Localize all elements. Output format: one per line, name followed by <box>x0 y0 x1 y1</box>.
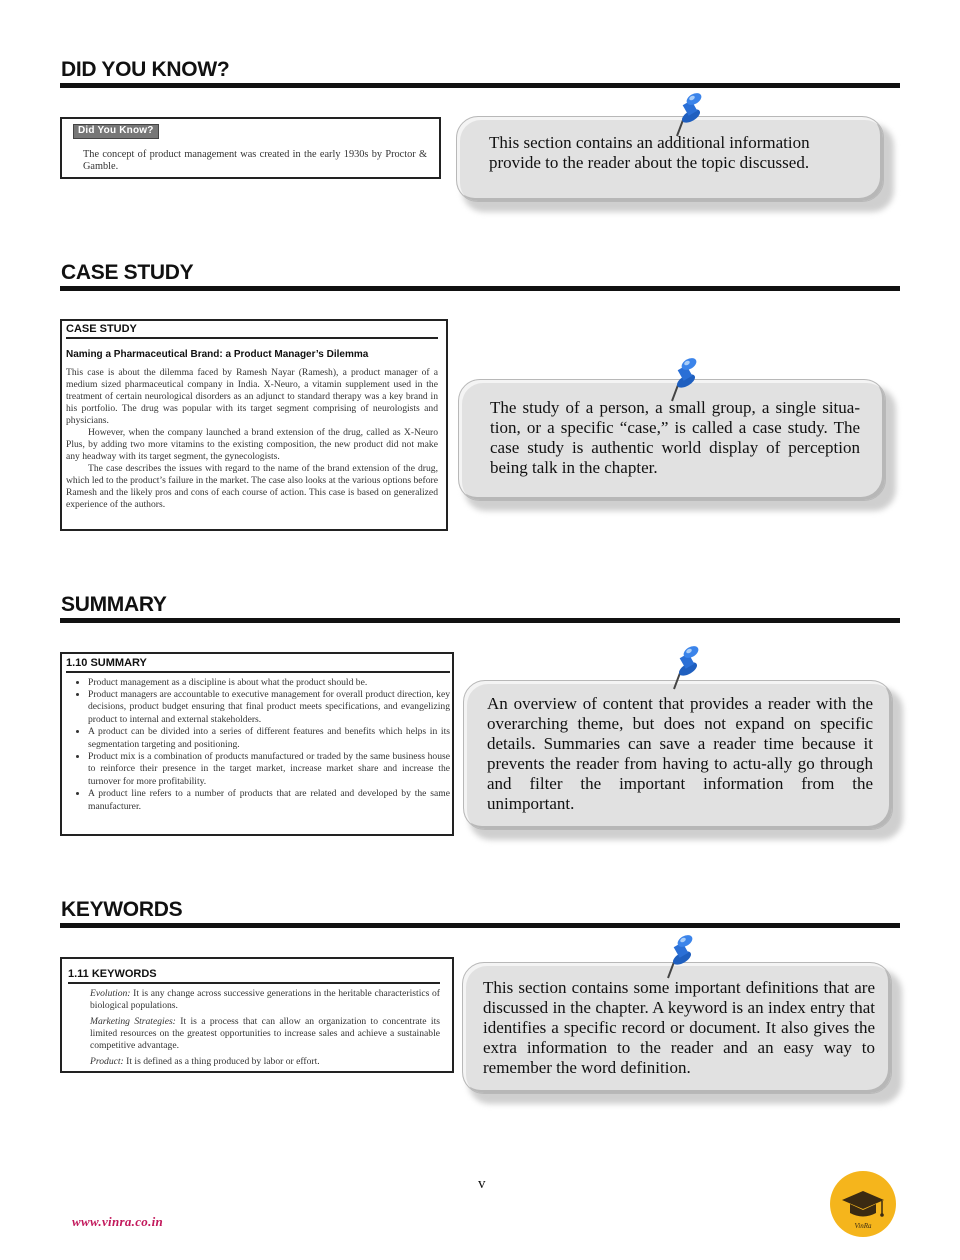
section-title-summary: SUMMARY <box>61 593 167 616</box>
section-rule <box>60 83 900 88</box>
list-item: • Product managers are accountable to executive management for overall product direction, key decisions, product budget ensuring that final product meets specifications, and evangelizing product to internal and external stakeholders. <box>88 689 450 726</box>
pushpin-icon <box>669 90 709 138</box>
svg-text:VinRa: VinRa <box>854 1222 872 1230</box>
case-study-sample-paragraph: This case is about the dilemma faced by Ramesh Nayar (Ramesh), a product manager of a medium sized pharmaceutical company in India. X-Neuro, a vitamin supplement used in the treatment of certain neurological disorders as an adjunct to standard therapy was a key brand in his portfolio. The drug was popular with its target segment comprising of neurologists and physicians. <box>66 367 438 426</box>
graduation-cap-logo-icon <box>828 1170 898 1238</box>
case-study-sample-subtitle: Naming a Pharmaceutical Brand: a Product Manager’s Dilemma <box>66 348 369 360</box>
summary-sample-heading: 1.10 SUMMARY <box>66 657 147 669</box>
section-title-keywords: KEYWORDS <box>61 898 183 921</box>
keywords-callout <box>462 962 892 1094</box>
pushpin-icon <box>664 355 704 403</box>
section-rule <box>60 618 900 623</box>
section-title-case-study: CASE STUDY <box>61 261 194 284</box>
case-study-callout-text: The study of a person, a small group, a single situa-tion, or a specific “case,” is called a case study. The case study is authentic world display of perception being talk in the chapter. <box>490 398 860 477</box>
list-item: • A product can be divided into a series of different features and benefits which helps in its segmentation targeting and positioning. <box>88 726 450 751</box>
case-study-sample-box <box>60 319 448 531</box>
divider <box>66 671 450 673</box>
section-rule <box>60 286 900 291</box>
page-number: v <box>478 1176 486 1192</box>
list-item: • Product mix is a combination of products manufactured or traded by the same business house to reinforce their presence in the target market, increase market share and increase the turnover for more profitability. <box>88 751 450 788</box>
pushpin-icon <box>660 932 700 980</box>
divider <box>66 337 438 339</box>
summary-callout <box>463 680 893 830</box>
section-title-did-you-know: DID YOU KNOW? <box>61 58 230 81</box>
summary-sample-list <box>66 677 450 813</box>
divider <box>68 982 440 984</box>
summary-sample-box <box>60 652 454 836</box>
keywords-sample-list <box>68 988 440 1068</box>
case-study-sample-paragraph: The case describes the issues with regard to the name of the brand extension of the drug, which led to the product’s failure in the market. The case also looks at the various options before Ramesh and the likely pros and cons of each course of action. This case is based on generalized experience of the authors. <box>66 463 438 510</box>
case-study-sample-paragraph: However, when the company launched a brand extension of the drug, called as X-Neuro Plus, by adding two more vitamins to the existing composition, the new product did not make any headway with its target segment, the gynecologists. <box>66 427 438 462</box>
keywords-sample-box <box>60 957 454 1073</box>
list-item: • Product management as a discipline is about what the product should be. <box>88 677 450 689</box>
did-you-know-sample-text: The concept of product management was created in the early 1930s by Proctor & Gamble. <box>83 148 427 172</box>
keywords-sample-heading: 1.11 KEYWORDS <box>68 968 157 980</box>
footer-url-link[interactable]: www.vinra.co.in <box>72 1214 164 1229</box>
section-rule <box>60 923 900 928</box>
did-you-know-sample-box <box>60 117 441 179</box>
did-you-know-badge: Did You Know? <box>73 124 159 139</box>
keyword-entry: Product: It is defined as a thing produced by labor or effort. <box>90 1055 320 1067</box>
summary-callout-text: An overview of content that provides a reader with the overarching theme, but does not expand on specific details. Summaries can save a reader time because it prevents the reader from having to actu-ally go through and filter the important information from the unimportant. <box>487 694 873 813</box>
pushpin-icon <box>666 643 706 691</box>
keyword-entry: Evolution: It is any change across successive generations in the heritable characteristics of biological populations. <box>90 987 440 1011</box>
keyword-entry: Marketing Strategies: It is a process that can allow an organization to concentrate its limited resources on the greatest opportunities to increase sales and achieve a sustainable competitive advantage. <box>90 1015 440 1051</box>
case-study-sample-heading: CASE STUDY <box>66 323 137 335</box>
did-you-know-callout-text: This section contains an additional information provide to the reader about the topic discussed. <box>489 133 810 172</box>
keywords-callout-text: This section contains some important definitions that are discussed in the chapter. A keyword is an index entry that identifies a specific record or document. It also gives the extra information to the reader and an easy way to remember the word definition. <box>483 978 875 1077</box>
list-item: • A product line refers to a number of products that are related and developed by the same manufacturer. <box>88 788 450 813</box>
